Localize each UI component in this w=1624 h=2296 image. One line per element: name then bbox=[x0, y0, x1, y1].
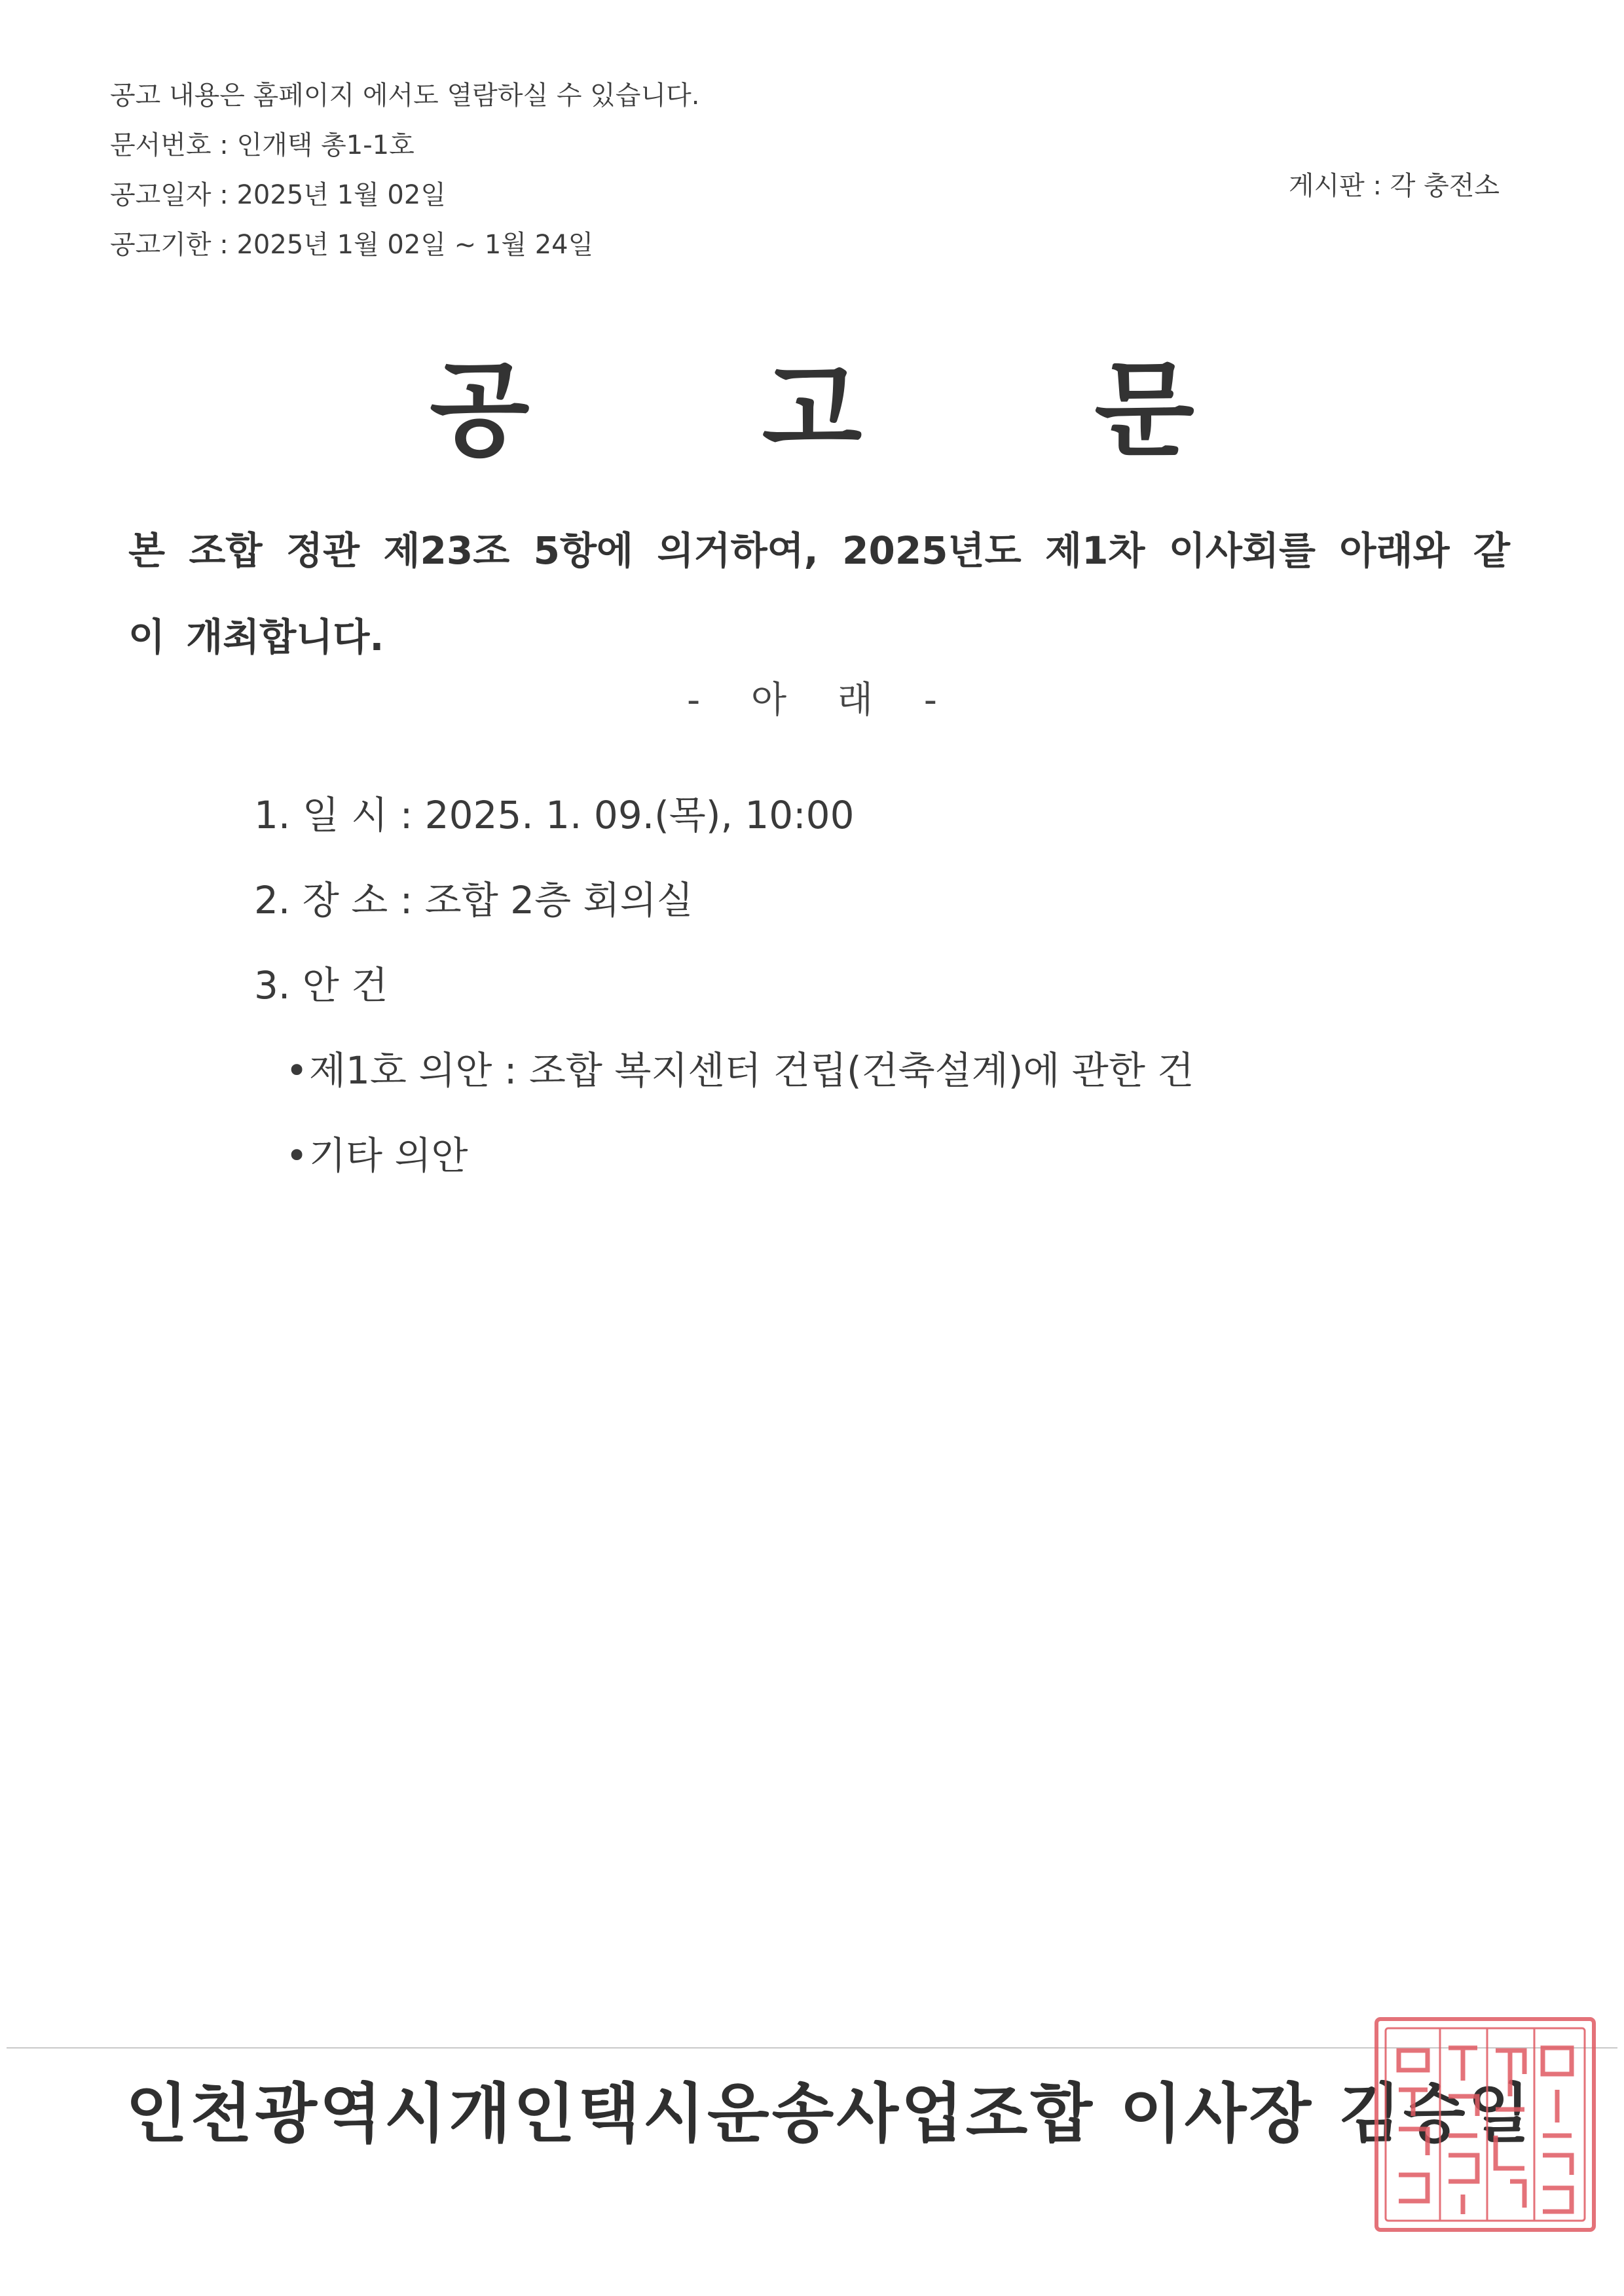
homepage-note: 공고 내용은 홈페이지 에서도 열람하실 수 있습니다. bbox=[110, 81, 700, 111]
document-title: 공 고 문 bbox=[430, 350, 1293, 471]
intro-paragraph: 본 조합 정관 제23조 5항에 의거하여, 2025년도 제1차 이사회를 아래와 같이 개최합니다. bbox=[128, 528, 1510, 659]
header-info bbox=[110, 71, 699, 270]
item-datetime: 1. 일 시 : 2025. 1. 09.(목), 10:00 bbox=[254, 793, 855, 837]
item-agenda: 3. 안 건 bbox=[254, 963, 388, 1008]
item-location: 2. 장 소 : 조합 2층 회의실 bbox=[254, 878, 693, 922]
bullet-icon: • bbox=[286, 1048, 308, 1093]
bullet-icon: • bbox=[286, 1133, 308, 1178]
bulletin-board: 게시판 : 각 충전소 bbox=[1288, 171, 1500, 201]
signature: 인천광역시개인택시운송사업조합 이사장 김승일 bbox=[126, 2077, 1533, 2151]
official-seal-icon bbox=[1367, 2011, 1603, 2238]
agenda-item: •제1호 의안 : 조합 복지센터 건립(건축설계)에 관한 건 bbox=[286, 1028, 1194, 1113]
notice-date: 공고일자 : 2025년 1월 02일 bbox=[110, 180, 446, 210]
sub-heading: - 아 래 - bbox=[686, 679, 937, 721]
document-number: 문서번호 : 인개택 총1-1호 bbox=[110, 130, 415, 160]
notice-period: 공고기한 : 2025년 1월 02일 ~ 1월 24일 bbox=[110, 230, 594, 260]
agenda-list bbox=[286, 1028, 1194, 1198]
item-list bbox=[254, 773, 854, 1028]
agenda-item: •기타 의안 bbox=[286, 1113, 1194, 1198]
